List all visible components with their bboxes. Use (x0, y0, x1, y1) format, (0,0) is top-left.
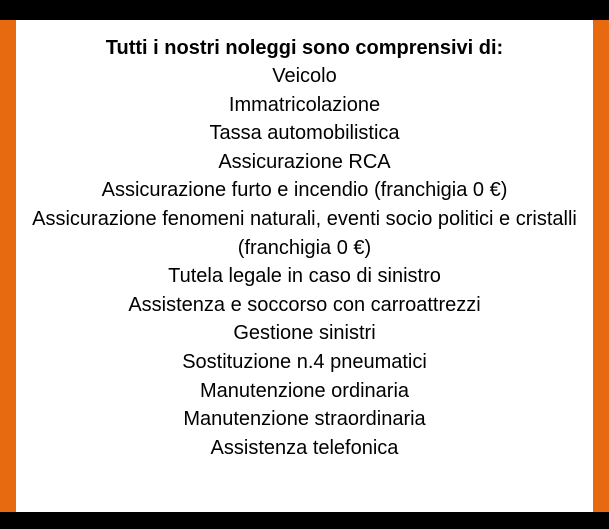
left-border-bar (0, 20, 16, 512)
included-services-list (16, 62, 593, 462)
list-item: Manutenzione ordinaria (199, 379, 410, 402)
included-services-panel (16, 20, 593, 512)
list-item: Assicurazione furto e incendio (franchigia 0 €) (101, 179, 508, 202)
list-item: Gestione sinistri (233, 322, 376, 345)
list-item: Veicolo (272, 65, 337, 87)
top-border-bar (0, 0, 609, 20)
list-item: Assistenza telefonica (210, 436, 399, 459)
list-item: Manutenzione straordinaria (183, 408, 426, 431)
list-item: Tutela legale in caso di sinistro (168, 265, 441, 288)
list-item: Assistenza e soccorso con carroattrezzi (128, 293, 481, 316)
included-services-heading: Tutti i nostri noleggi sono comprensivi di: (105, 37, 504, 59)
list-item: Assicurazione fenomeni naturali, eventi socio politici e cristalli (franchigia 0 €) (32, 207, 577, 259)
list-item: Sostituzione n.4 pneumatici (182, 350, 427, 373)
list-item: Immatricolazione (228, 93, 381, 116)
list-item: Tassa automobilistica (209, 122, 400, 145)
list-item: Assicurazione RCA (218, 150, 391, 173)
right-border-bar (593, 20, 609, 512)
bottom-border-bar (0, 512, 609, 529)
